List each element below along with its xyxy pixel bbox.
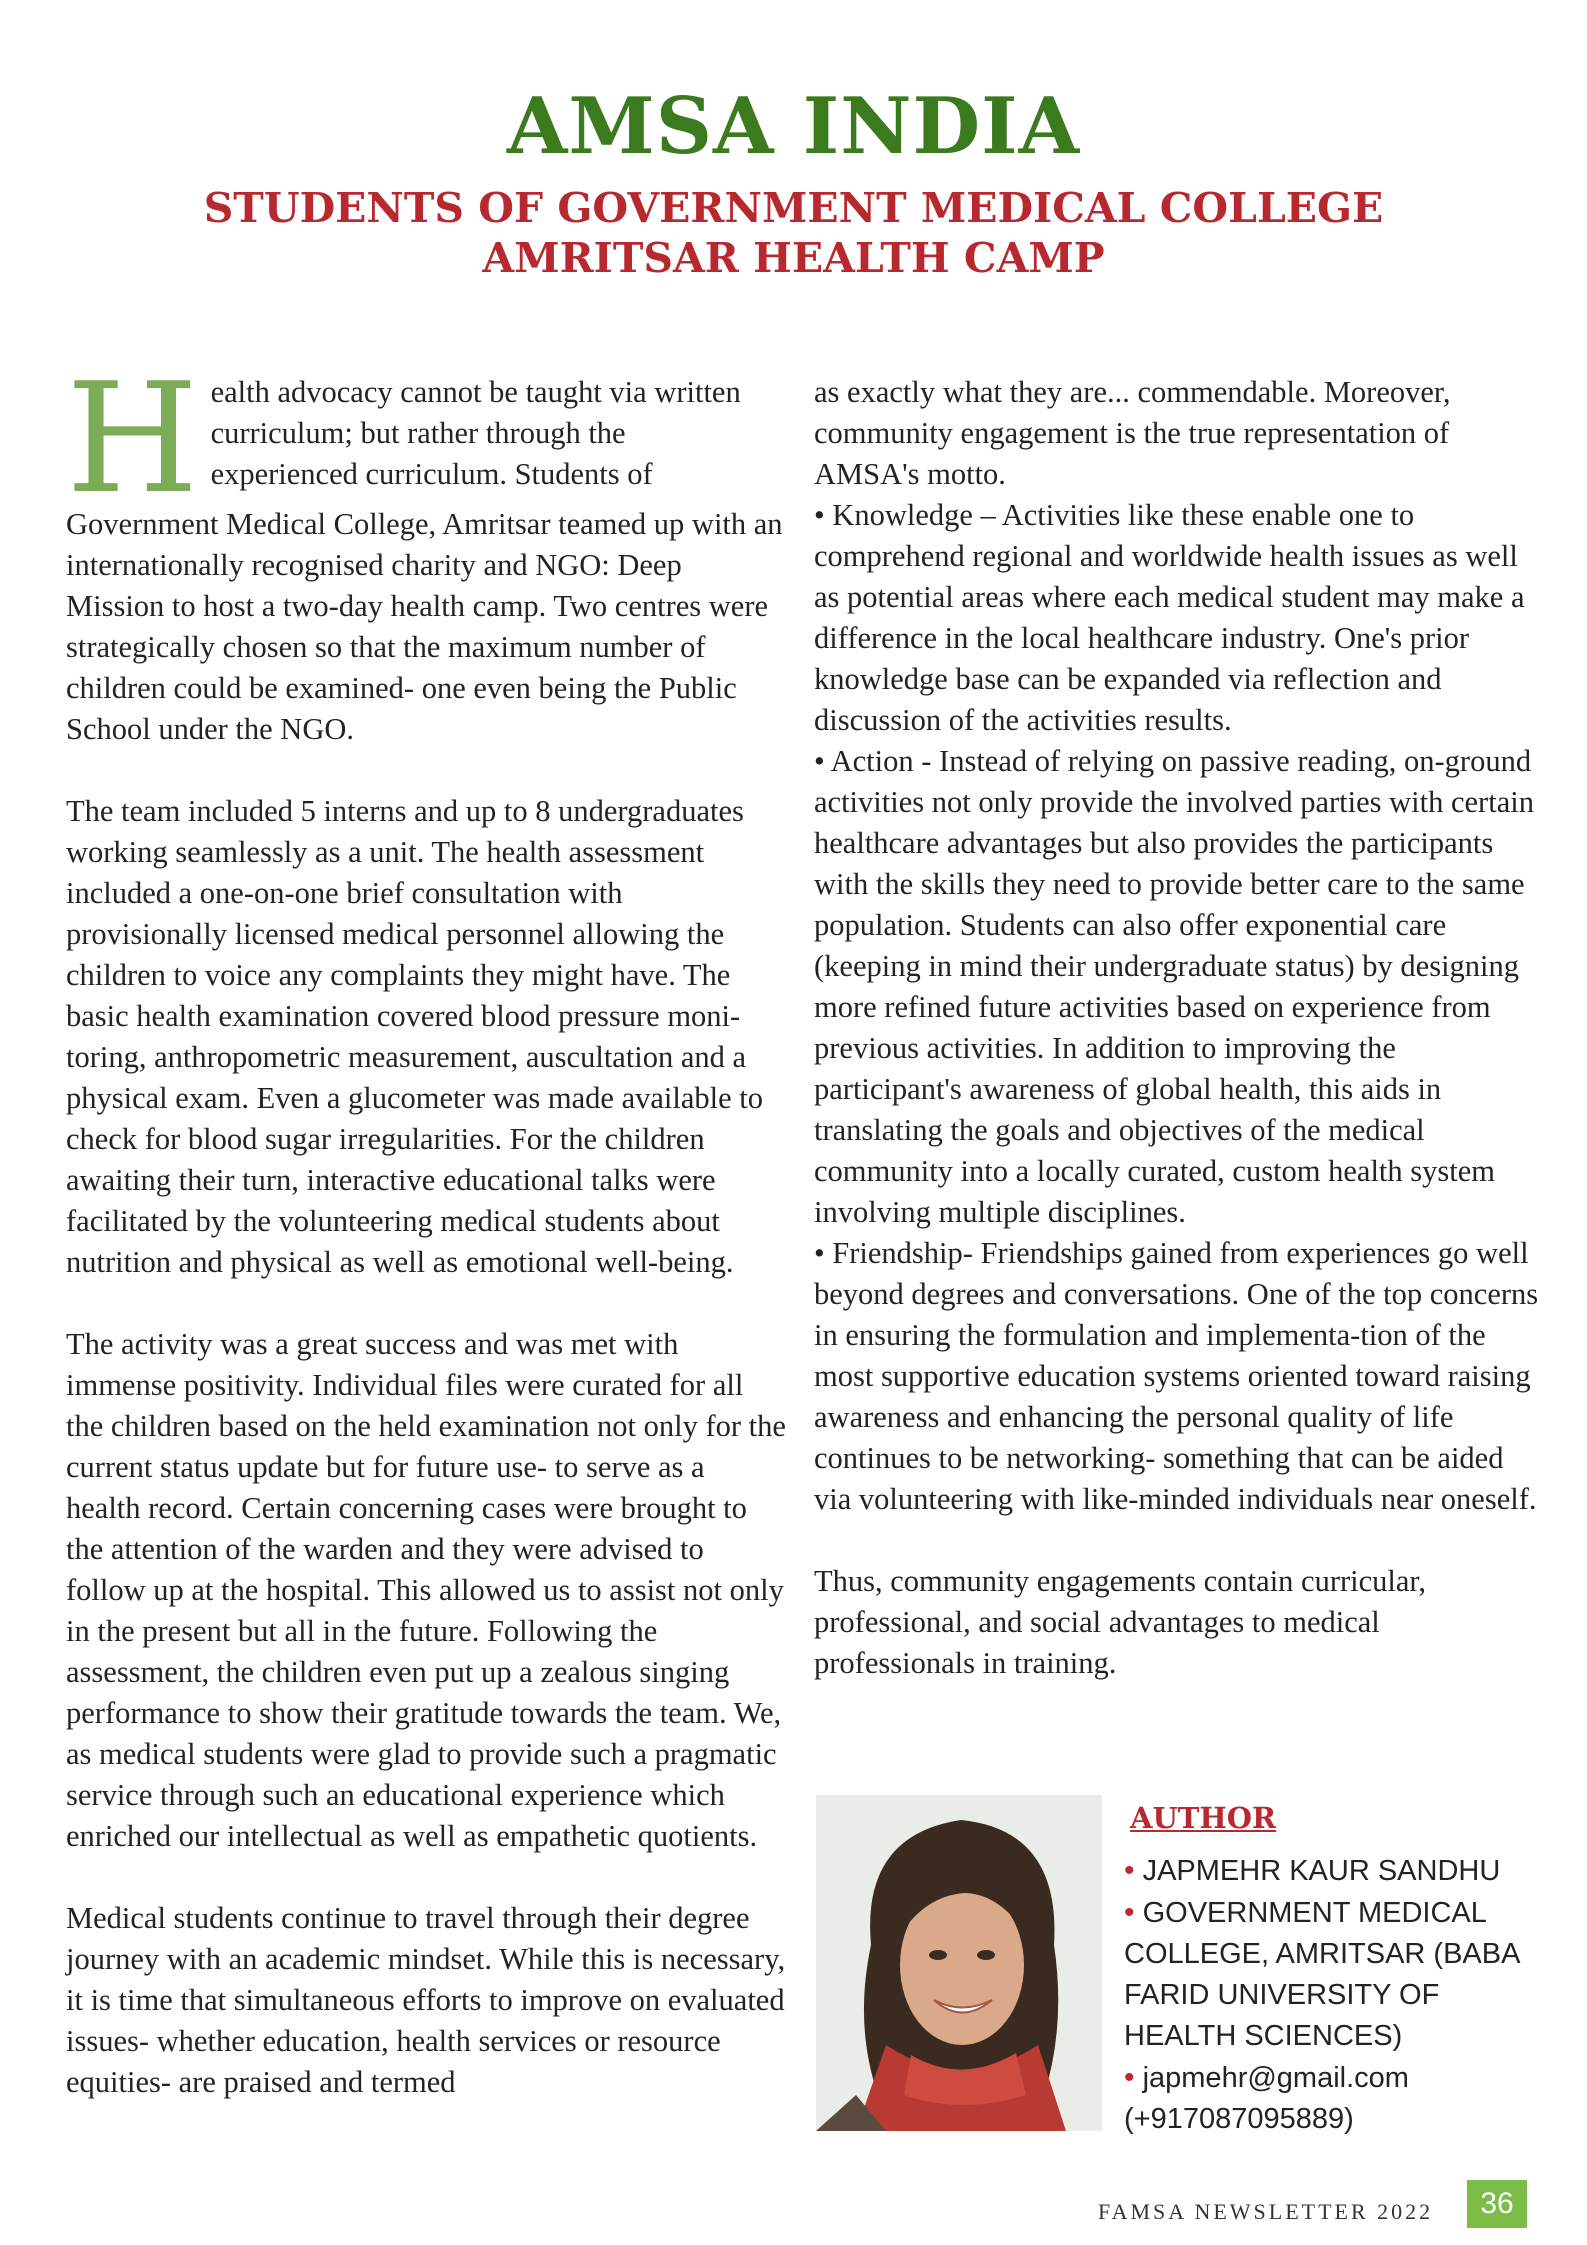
subtitle-line-2: AMRITSAR HEALTH CAMP bbox=[482, 234, 1105, 282]
paragraph-5: as exactly what they are... commendable. Moreover, community engagement is the true representation of AMSA's motto. bbox=[814, 375, 1451, 491]
author-college-4: HEALTH SCIENCES) bbox=[1124, 2020, 1403, 2052]
bullet-dot-icon: • bbox=[1124, 1854, 1135, 1887]
author-name: JAPMEHR KAUR SANDHU bbox=[1142, 1855, 1501, 1887]
page-title: AMSA INDIA bbox=[506, 81, 1081, 172]
author-college-3: FARID UNIVERSITY OF bbox=[1124, 1979, 1440, 2011]
paragraph-3: The activity was a great success and was met with immense positivity. Individual files were curated for all the children based on the held examination not only for the current status update but for future use- to serve as a health record. Certain concerning cases were brought to the attention of the warden and they were advised to follow up at the hospital. This allowed us to assist not only in the present but all in the future. Following the assessment, the children even put up a zealous singing performance to show their gratitude towards the team. We, as medical students were glad to provide such a pragmatic service through such an educational experience which enriched our intellectual as well as empathetic quotients. bbox=[66, 1327, 786, 1853]
bullet-dot-icon: • bbox=[1124, 1896, 1135, 1929]
author-email-line bbox=[1124, 2057, 1544, 2099]
conclusion-paragraph: Thus, community engagements contain curricular, professional, and social advantages to medical professionals in training. bbox=[814, 1564, 1426, 1680]
drop-cap: H bbox=[66, 350, 199, 527]
author-portrait-illustration bbox=[816, 1795, 1102, 2131]
author-name-line bbox=[1124, 1850, 1544, 1892]
author-photo bbox=[816, 1795, 1102, 2131]
newsletter-footer: FAMSA NEWSLETTER 2022 bbox=[1098, 2199, 1434, 2224]
author-info bbox=[1124, 1800, 1544, 2140]
intro-line-1: ealth advocacy cannot be taught via written bbox=[210, 375, 741, 409]
bullet-friendship: • Friendship- Friendships gained from experiences go well beyond degrees and conversations. One of the top concerns in ensuring the formulation and implementa-tion of the most supportive education systems oriented toward raising awareness and enhancing the personal quality of life continues to be networking- something that can be aided via volunteering with like-minded individuals near oneself. bbox=[814, 1236, 1539, 1516]
article-subtitle bbox=[0, 183, 1587, 283]
paragraph-4: Medical students continue to travel through their degree journey with an academic mindset. While this is necessary, it is time that simultaneous efforts to improve on evaluated issues- whether education, health services or resource equities- are praised and termed bbox=[66, 1901, 786, 2099]
author-phone: (+917087095889) bbox=[1124, 2103, 1354, 2135]
author-college-2: COLLEGE, AMRITSAR (BABA bbox=[1124, 1938, 1521, 1970]
intro-line-2: curriculum; but rather through the bbox=[210, 416, 626, 450]
author-college-line bbox=[1124, 1892, 1544, 1934]
bullet-dot-icon: • bbox=[1124, 2061, 1135, 2094]
author-college-1: GOVERNMENT MEDICAL bbox=[1142, 1897, 1487, 1929]
article-right-column bbox=[814, 372, 1540, 1684]
article-left-column bbox=[66, 350, 786, 2103]
paragraph-1: Government Medical College, Amritsar teamed up with an internationally recognised charity and NGO: Deep Mission to host a two-day health camp. Two centres were strategically chosen so that the maximum number of children could be examined- one even being the Public School under the NGO. bbox=[66, 507, 783, 746]
intro-line-3: experienced curriculum. Students of bbox=[210, 457, 653, 491]
page-number-badge: 36 bbox=[1467, 2180, 1527, 2228]
bullet-action: • Action - Instead of relying on passive reading, on-ground activities not only provide the involved parties with certain healthcare advantages but also provides the participants with the skills they need to provide better care to the same population. Students can also offer exponential care (keeping in mind their undergraduate status) by designing more refined future activities based on experience from previous activities. In addition to improving the participant's awareness of global health, this aids in translating the goals and objectives of the medical community into a locally curated, custom health system involving multiple disciplines. bbox=[814, 744, 1534, 1229]
author-heading: AUTHOR bbox=[1130, 1801, 1277, 1835]
subtitle-line-1: STUDENTS OF GOVERNMENT MEDICAL COLLEGE bbox=[203, 184, 1384, 232]
paragraph-2: The team included 5 interns and up to 8 undergraduates working seamlessly as a unit. The health assessment included a one-on-one brief consultation with provisionally licensed medical personnel allowing the children to voice any complaints they might have. The basic health examination covered blood pressure moni-toring, anthropometric measurement, auscultation and a physical exam. Even a glucometer was made available to check for blood sugar irregularities. For the children awaiting their turn, interactive educational talks were facilitated by the volunteering medical students about nutrition and physical as well as emotional well-being. bbox=[66, 794, 763, 1279]
author-email: japmehr@gmail.com bbox=[1142, 2062, 1409, 2094]
bullet-knowledge: • Knowledge – Activities like these enable one to comprehend regional and worldwide health issues as well as potential areas where each medical student may make a difference in the local healthcare industry. One's prior knowledge base can be expanded via reflection and discussion of the activities results. bbox=[814, 498, 1525, 737]
